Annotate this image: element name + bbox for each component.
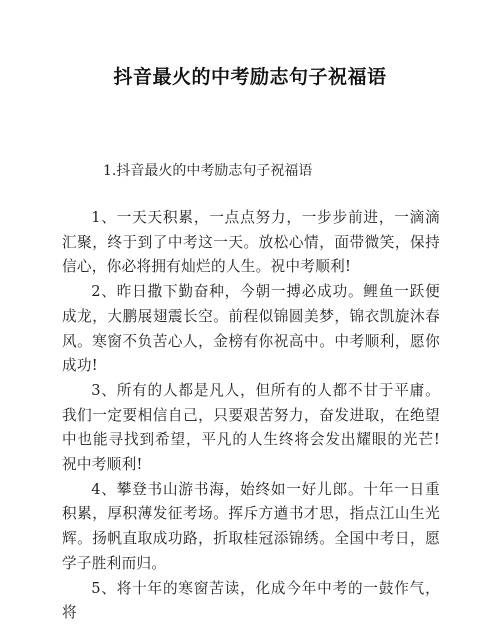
paragraph-4: 4、攀登书山游书海，始终如一好儿郎。十年一日重积累，厚积薄发征考场。挥斥方遒书才思，指点江山生光辉。扬帆直取成功路，折取桂冠添锦绣。全国中考日，愿学子胜利而归。 xyxy=(62,480,440,572)
paragraph-3: 3、所有的人都是凡人，但所有的人都不甘于平庸。我们一定要相信自己，只要艰苦努力，奋发进取，在绝望中也能寻找到希望，平凡的人生终将会发出耀眼的光芒!祝中考顺利! xyxy=(62,381,440,474)
paragraph-1: 1、一天天积累，一点点努力，一步步前进，一滴滴汇聚，终于到了中考这一天。放松心情，面带微笑，保持信心，你必将拥有灿烂的人生。祝中考顺利! xyxy=(62,209,440,276)
article-body xyxy=(62,206,440,626)
section-heading: 1.抖音最火的中考励志句子祝福语 xyxy=(103,163,313,179)
paragraph-5: 5、将十年的寒窗苦读，化成今年中考的一鼓作气，将 xyxy=(62,579,440,622)
paragraph-2: 2、昨日撒下勤奋种，今朝一搏必成功。鲤鱼一跃便成龙，大鹏展翅震长空。前程似锦圆美梦，锦衣凯旋沐春风。寒窗不负苦心人，金榜有你祝高中。中考顺利，愿你成功! xyxy=(62,283,440,375)
document-title: 抖音最火的中考励志句子祝福语 xyxy=(113,66,387,88)
